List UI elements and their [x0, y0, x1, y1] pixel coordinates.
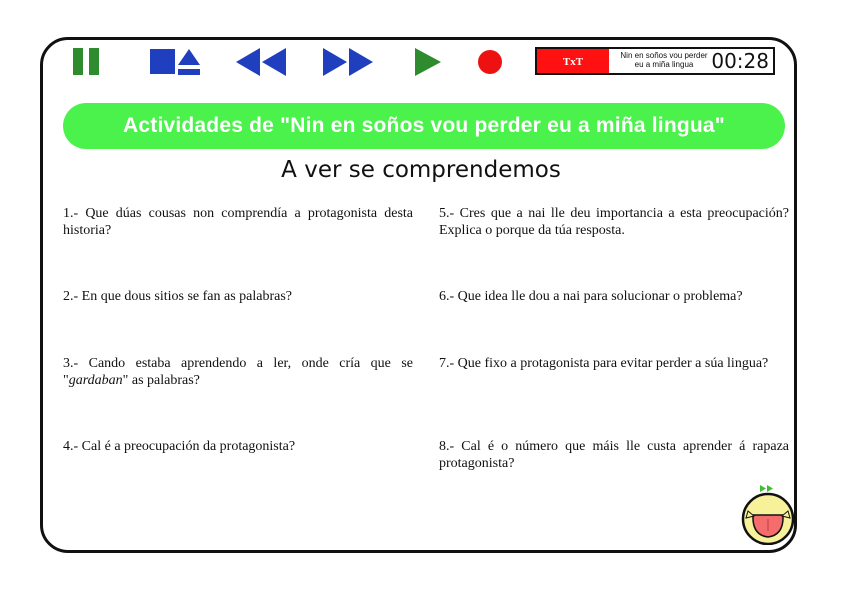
mascot-next-button[interactable] [740, 485, 796, 545]
timer: 00:28 [711, 49, 769, 73]
status-panel [535, 47, 775, 75]
eject-icon [178, 49, 200, 65]
fast-forward-icon [323, 48, 347, 76]
pause-icon [73, 48, 83, 75]
page-title: Actividades de "Nin en soños vou perder eu a miña lingua" [63, 103, 785, 149]
question-8: 8.- Cal é o número que máis lle custa aprender á rapaza protagonista? [439, 439, 789, 471]
next-arrow-icon [760, 485, 766, 492]
play-button[interactable] [415, 48, 441, 76]
question-7: 7.- Que fixo a protagonista para evitar perder a súa lingua? [439, 356, 769, 371]
pause-icon [89, 48, 99, 75]
question-5: 5.- Cres que a nai lle deu importancia a esta preocupación? Explica o porque da túa resposta. [439, 206, 789, 238]
question-3: 3.- Cando estaba aprendendo a ler, onde cría que se "gardaban" as palabras? [63, 356, 413, 388]
question-1: 1.- Que dúas cousas non comprendía a protagonista desta historia? [63, 206, 413, 238]
fast-forward-button[interactable] [323, 48, 373, 76]
question-4: 4.- Cal é a preocupación da protagonista? [63, 439, 296, 454]
play-icon [415, 48, 441, 76]
txt-button[interactable]: TxT [537, 49, 609, 73]
rewind-icon [236, 48, 260, 76]
track-title: Nin en soños vou perder eu a miña lingua [620, 51, 708, 69]
section-subtitle: A ver se comprendemos [281, 157, 561, 183]
eject-button[interactable] [178, 49, 200, 75]
record-button[interactable] [478, 50, 502, 74]
question-6: 6.- Que idea lle dou a nai para solucionar o problema? [439, 289, 743, 304]
rewind-button[interactable] [236, 48, 286, 76]
stop-button[interactable] [150, 49, 175, 74]
pause-button[interactable] [73, 48, 99, 75]
question-2: 2.- En que dous sitios se fan as palabras? [63, 289, 292, 304]
